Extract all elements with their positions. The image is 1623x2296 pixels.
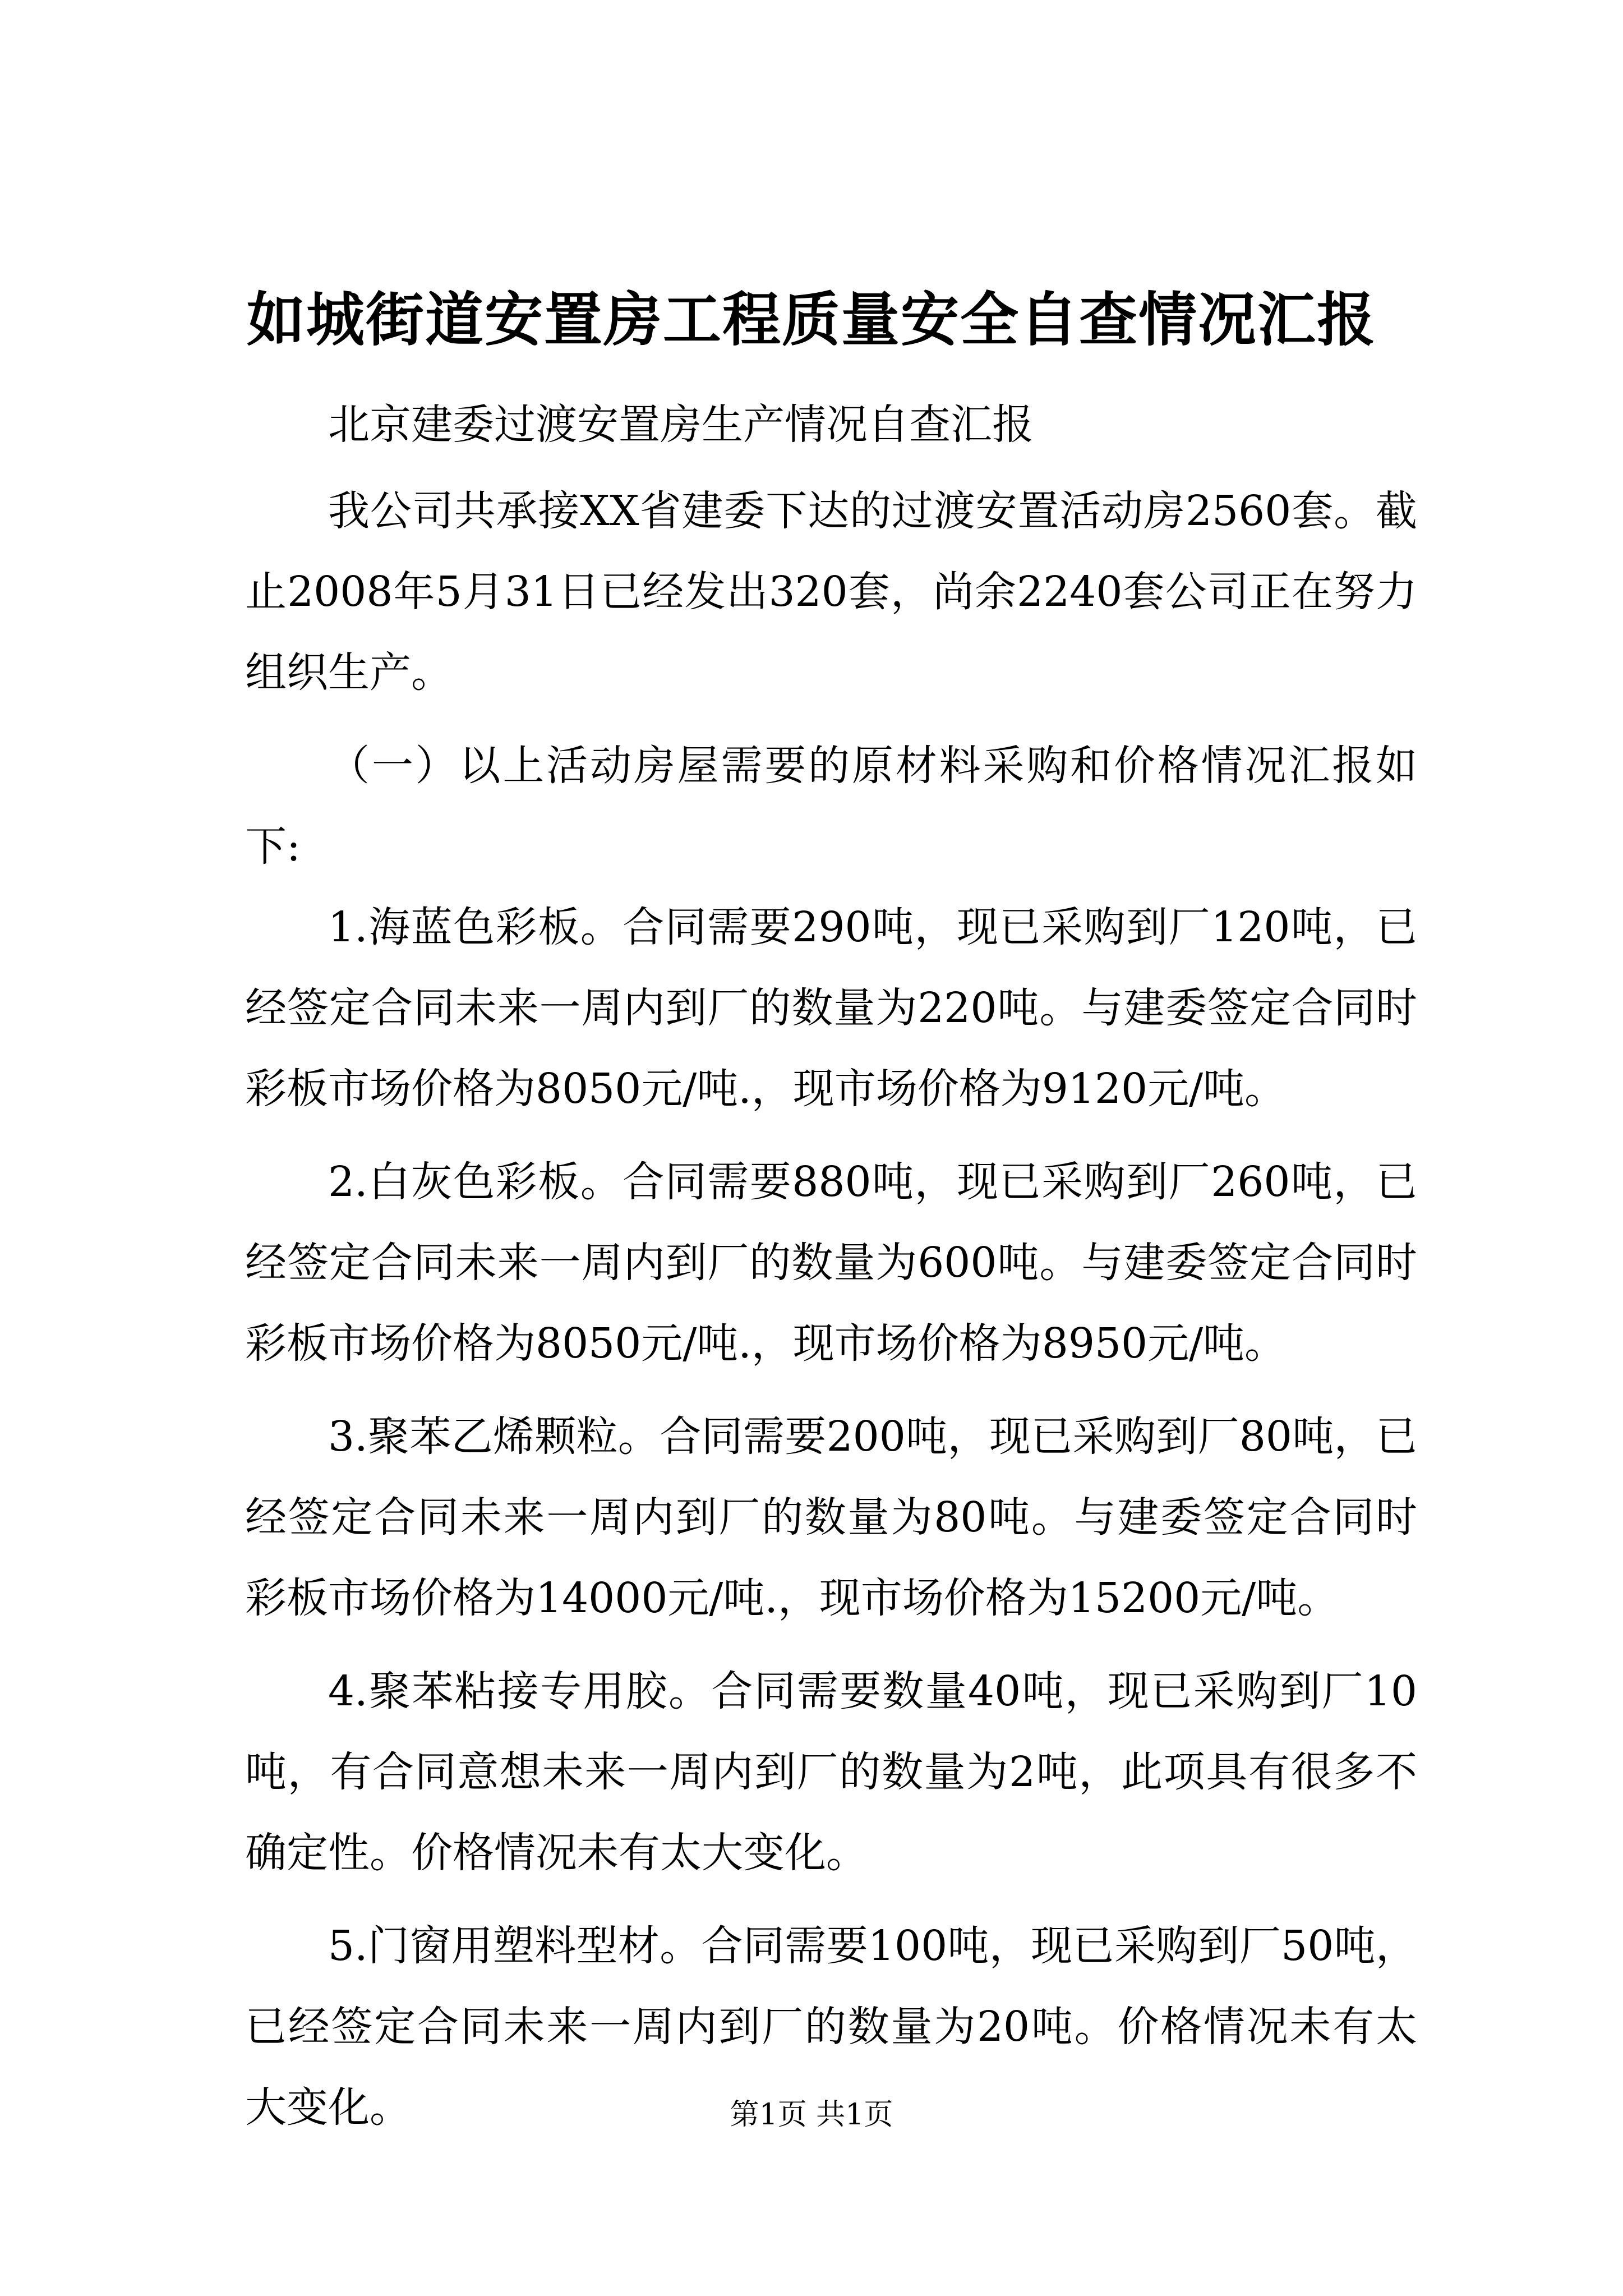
document-body <box>245 384 1417 2148</box>
page-footer: 第1页 共1页 <box>730 2098 893 2132</box>
item-paragraph-4: 4.聚苯粘接专用胶。合同需要数量40吨，现已采购到厂10吨，有合同意想未来一周内到厂的数量为2吨，此项具有很多不确定性。价格情况未有太大变化。 <box>245 1667 1417 1877</box>
section-heading: （一）以上活动房屋需要的原材料采购和价格情况汇报如下: <box>245 742 1417 871</box>
item-paragraph-3: 3.聚苯乙烯颗粒。合同需要200吨，现已采购到厂80吨，已经签定合同未来一周内到厂的数量为80吨。与建委签定合同时彩板市场价格为14000元/吨.，现市场价格为15200元/吨。 <box>245 1412 1417 1622</box>
item-paragraph-2: 2.白灰色彩板。合同需要880吨，现已采购到厂260吨，已经签定合同未来一周内到厂的数量为600吨。与建委签定合同时彩板市场价格为8050元/吨.，现市场价格为8950元/吨。 <box>245 1158 1417 1368</box>
item-paragraph-1: 1.海蓝色彩板。合同需要290吨，现已采购到厂120吨，已经签定合同未来一周内到厂的数量为220吨。与建委签定合同时彩板市场价格为8050元/吨.，现市场价格为9120元/吨。 <box>245 903 1417 1113</box>
item-paragraph-5: 5.门窗用塑料型材。合同需要100吨，现已采购到厂50吨，已经签定合同未来一周内到厂的数量为20吨。价格情况未有太大变化。 <box>245 1922 1417 2132</box>
document-title: 如城街道安置房工程质量安全自查情况汇报 <box>246 285 1376 354</box>
intro-paragraph: 我公司共承接XX省建委下达的过渡安置活动房2560套。截止2008年5月31日已经发出320套，尚余2240套公司正在努力组织生产。 <box>245 487 1417 697</box>
subtitle-paragraph: 北京建委过渡安置房生产情况自查汇报 <box>328 401 1034 449</box>
